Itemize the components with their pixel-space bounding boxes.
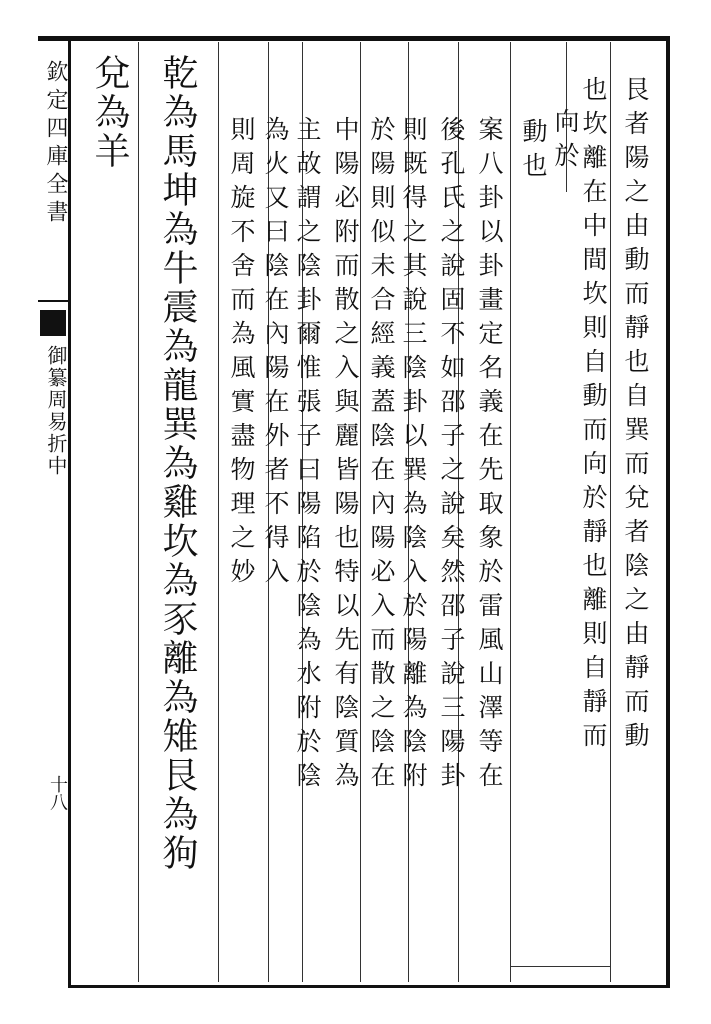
annotation-column: 則周旋不舍而為風實盡物理之妙: [227, 116, 256, 592]
classic-text-column: 兌為羊: [89, 54, 130, 171]
annotation-column: 於陽則似未合經義蓋陰在內陽必入而散之陰在: [367, 116, 396, 796]
section-title: 御纂周易折中: [44, 345, 68, 477]
column-rule: [138, 42, 139, 982]
text-column: 也坎離在中間坎則自動而向於靜也離則自靜而: [579, 76, 608, 756]
column-rule: [610, 42, 611, 982]
text-column: 向於: [551, 108, 580, 176]
page-number: 十八: [47, 775, 68, 811]
annotation-column: 中陽必附而散之入與麗皆陽也特以先有陰質為: [331, 116, 360, 796]
frame-bottom-border: [70, 985, 668, 988]
annotation-column: 則既得之其說三陰卦以巽為陰入於陽離為陰附: [399, 116, 428, 796]
annotation-column: 後孔氏之說固不如邵子之說矣然邵子說三陽卦: [437, 116, 466, 796]
text-column: 動也: [519, 118, 548, 186]
note-box-bottom: [510, 966, 610, 967]
margin-divider: [38, 300, 68, 302]
annotation-column: 為火又曰陰在內陽在外者不得入: [261, 116, 290, 592]
frame-top-border: [38, 36, 668, 41]
text-column: 艮者陽之由動而靜也自巽而兌者陰之由靜而動: [621, 76, 650, 756]
frame-right-border: [666, 36, 670, 988]
fishtail-mark-icon: [40, 310, 66, 336]
column-rule: [510, 42, 511, 982]
column-rule: [218, 42, 219, 982]
annotation-column: 主故謂之陰卦爾惟張子曰陽陷於陰為水附於陰: [293, 116, 322, 796]
book-title: 欽定四庫全書: [43, 60, 68, 228]
annotation-column: 案八卦以卦畫定名義在先取象於雷風山澤等在: [475, 116, 504, 796]
classic-text-column: 乾為馬坤為牛震為龍巽為雞坎為豕離為雉艮為狗: [157, 54, 198, 873]
